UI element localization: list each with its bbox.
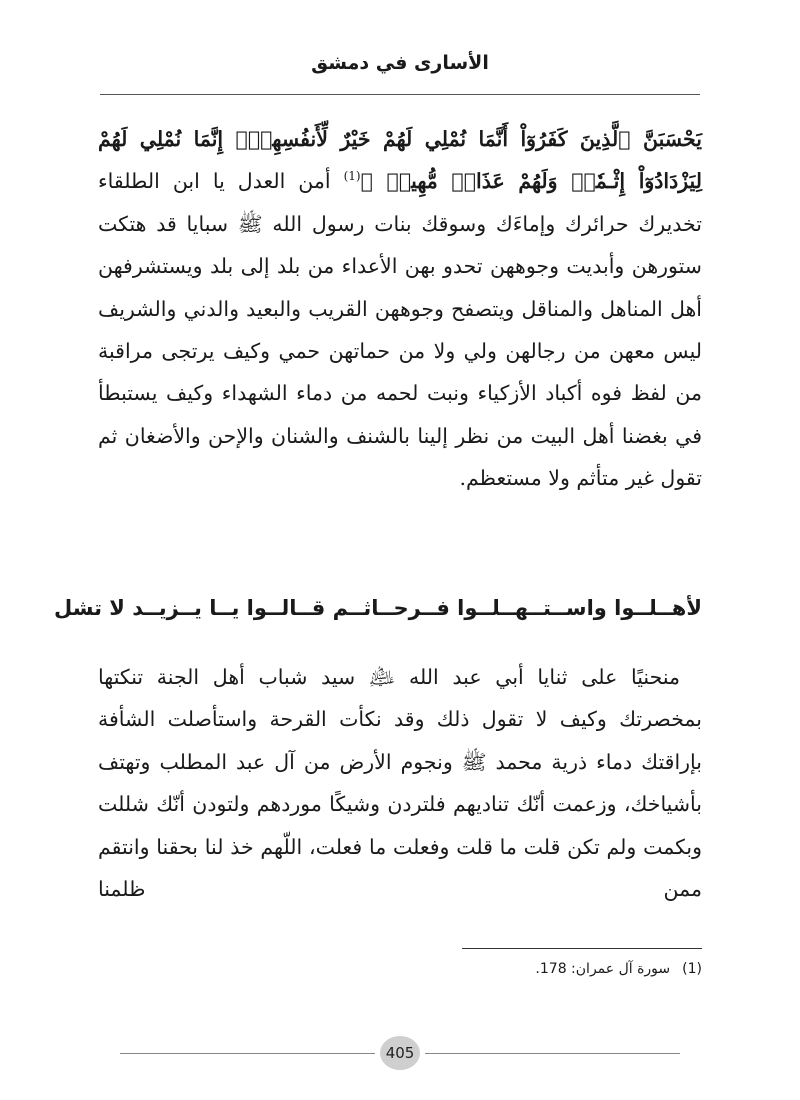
page-number: 405	[380, 1036, 420, 1070]
verse-first-hemistich: لأهــلــوا واســتــهــلــوا فــرحــا	[371, 596, 702, 620]
poetry-verse	[53, 596, 702, 620]
paragraph-text: أمن العدل يا ابن الطلقاء تخديرك حرائرك وإماءَك وسوقك بنات رسول الله ﷺ سبايا قد هتكت ستورهن وأبديت وجوههن تحدو بهن الأعداء من بلد إلى بلد ويستشرفهن أهل المناهل والمناقل ويتصفح وجوههن القريب والبعيد والدني والشريف ليس معهن من رجالهن ولي ولا من حماتهن حمي وكيف يرتجى مراقبة من لفظ فوه أكباد الأزكياء ونبت لحمه من دماء الشهداء وكيف يستبطأ في بغضنا أهل البيت من نظر إلينا بالشنف والشنان والإحن والأضغان ثم تقول غير متأثم ولا مستعظم.	[98, 169, 702, 491]
footer-rule-left	[120, 1053, 375, 1054]
main-text-block	[98, 118, 702, 500]
footnote-reference: (1)	[343, 169, 361, 184]
paragraph	[98, 118, 702, 500]
footnote	[302, 958, 702, 980]
footnote-number: (1)	[682, 961, 702, 977]
verse-second-hemistich: ثــم قــالــوا يــا يــزيــد لا تشل	[53, 596, 372, 620]
paragraph-text-2: منحنيًا على ثنايا أبي عبد الله ﵇ سيد شباب أهل الجنة تنكتها بمخصرتك وكيف لا تقول ذلك وقد نكأت القرحة واستأصلت الشأفة بإراقتك دماء ذرية محمد ﷺ ونجوم الأرض من آل عبد المطلب وتهتف بأشياخك، وزعمت أنّك تناديهم فلتردن وشيكًا موردهم ولتودن أنّك شللت وبكمت ولم تكن قلت ما قلت وفعلت ما فعلت، اللّهم خذ لنا بحقنا وانتقم ممن ظلمنا	[98, 665, 702, 902]
header-divider	[100, 94, 700, 95]
page-footer	[80, 1044, 720, 1064]
footnote-divider	[462, 948, 702, 949]
quran-verse: يَحْسَبَنَّ ٱلَّذِينَ كَفَرُوٓاْ أَنَّمَا نُمْلِي لَهُمْ خَيْرٌ لِّأَنفُسِهِمْۚ إِنَّمَا نُمْلِي لَهُمْ لِيَزْدَادُوٓاْ إِثْـمٗاۚ وَلَهُمْ عَذَابٞ مُّهِينٞ ﴾	[98, 127, 702, 194]
continued-text-block	[98, 656, 702, 910]
running-header-title: الأسارى في دمشق	[311, 52, 489, 74]
footnote-text: سورة آل عمران: 178.	[535, 961, 671, 977]
footer-rule-right	[425, 1053, 680, 1054]
